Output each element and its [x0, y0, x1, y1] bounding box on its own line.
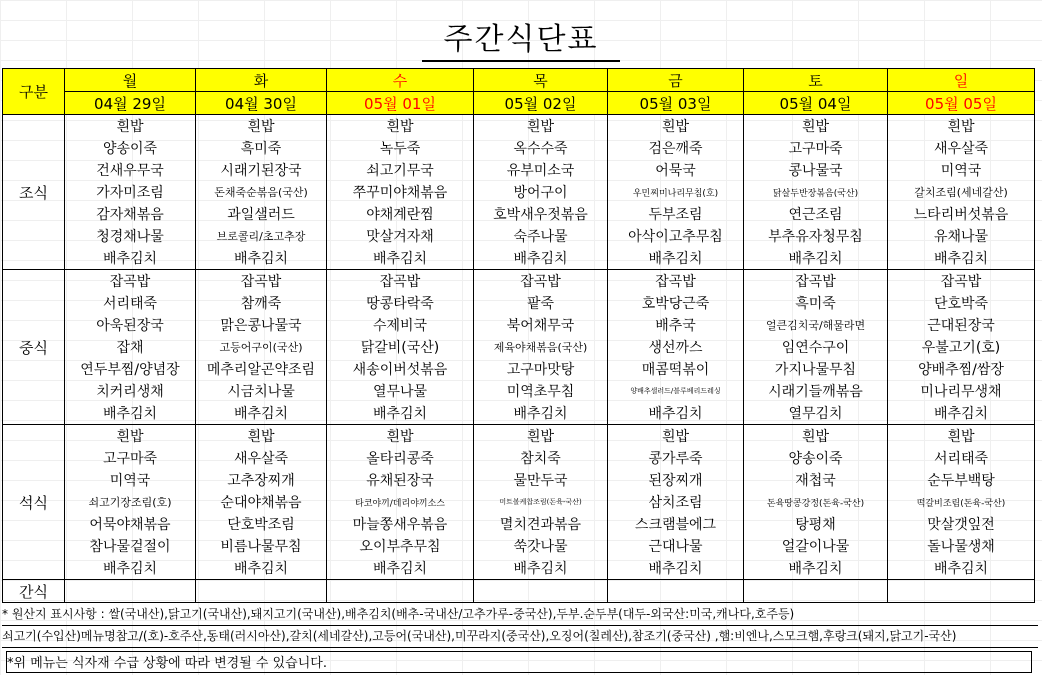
menu-item: 흰밥 — [608, 425, 744, 448]
snack-cell — [196, 580, 327, 603]
menu-item: 배추김치 — [327, 247, 474, 270]
day-header: 월 — [65, 69, 196, 92]
menu-item: 물만두국 — [474, 469, 608, 491]
menu-item: 호박당근죽 — [608, 292, 744, 314]
date-header: 05월 02일 — [474, 92, 608, 115]
day-header: 금 — [608, 69, 744, 92]
menu-item: 탕평채 — [744, 513, 888, 535]
menu-item: 잡곡밥 — [327, 270, 474, 293]
menu-item: 감자채볶음 — [65, 203, 196, 225]
date-header: 05월 05일 — [888, 92, 1035, 115]
menu-item: 멸치견과볶음 — [474, 513, 608, 535]
menu-item: 재첩국 — [744, 469, 888, 491]
menu-item: 고구마죽 — [744, 137, 888, 159]
menu-item: 잡곡밥 — [196, 270, 327, 293]
menu-item: 얼큰김치국/해물라면 — [744, 314, 888, 336]
menu-item: 참치죽 — [474, 447, 608, 469]
menu-item: 잡곡밥 — [474, 270, 608, 293]
menu-item: 흑미죽 — [196, 137, 327, 159]
menu-item: 배추김치 — [608, 247, 744, 270]
menu-item: 흰밥 — [744, 115, 888, 138]
menu-item: 양송이죽 — [65, 137, 196, 159]
menu-item: 배추김치 — [888, 247, 1035, 270]
menu-item: 배추김치 — [474, 247, 608, 270]
menu-item: 삼치조림 — [608, 491, 744, 513]
menu-item: 치커리생채 — [65, 380, 196, 402]
menu-item: 고등어구이(국산) — [196, 336, 327, 358]
menu-item: 닭살두반장볶음(국산) — [744, 181, 888, 203]
menu-item: 고구마맛탕 — [474, 358, 608, 380]
menu-item: 배추김치 — [888, 402, 1035, 425]
menu-item: 유채나물 — [888, 225, 1035, 247]
menu-item: 된장찌개 — [608, 469, 744, 491]
menu-item: 흰밥 — [888, 425, 1035, 448]
menu-item: 검은깨죽 — [608, 137, 744, 159]
menu-item: 근대된장국 — [888, 314, 1035, 336]
menu-item: 숙주나물 — [474, 225, 608, 247]
menu-item: 순대야채볶음 — [196, 491, 327, 513]
menu-item: 느타리버섯볶음 — [888, 203, 1035, 225]
menu-item: 배추김치 — [888, 557, 1035, 580]
date-header: 05월 03일 — [608, 92, 744, 115]
day-header: 화 — [196, 69, 327, 92]
menu-item: 배추김치 — [327, 557, 474, 580]
menu-item: 배추김치 — [196, 402, 327, 425]
origin-note-2: 쇠고기(수입산)메뉴명참고/(호)-호주산,동태(러시아산),갈치(세네갈산),고등어(국내산),미꾸라지(중국산),오징어(칠레산),참조기(중국산) ,햄:비엔나,스모크햄,후랑크(돼지,닭고기-국산) — [2, 627, 1038, 648]
menu-item: 고추장찌개 — [196, 469, 327, 491]
menu-item: 돌나물생채 — [888, 535, 1035, 557]
menu-item: 쭈꾸미야채볶음 — [327, 181, 474, 203]
menu-item: 쑥갓나물 — [474, 535, 608, 557]
snack-cell — [474, 580, 608, 603]
menu-item: 청경채나물 — [65, 225, 196, 247]
snack-cell — [744, 580, 888, 603]
menu-item: 미역국 — [888, 159, 1035, 181]
menu-item: 아욱된장국 — [65, 314, 196, 336]
snack-cell — [608, 580, 744, 603]
date-header: 04월 29일 — [65, 92, 196, 115]
date-header: 05월 04일 — [744, 92, 888, 115]
menu-item: 미나리무생채 — [888, 380, 1035, 402]
weekly-menu-table — [2, 68, 1035, 603]
menu-item: 열무나물 — [327, 380, 474, 402]
menu-item: 생선까스 — [608, 336, 744, 358]
page-title: 주간식단표 — [0, 14, 1042, 62]
menu-item: 배추김치 — [744, 557, 888, 580]
menu-item: 양송이죽 — [744, 447, 888, 469]
day-header: 토 — [744, 69, 888, 92]
menu-item: 얼갈이나물 — [744, 535, 888, 557]
menu-item: 배추김치 — [65, 557, 196, 580]
menu-item: 녹두죽 — [327, 137, 474, 159]
menu-item: 잡채 — [65, 336, 196, 358]
menu-item: 제육야채볶음(국산) — [474, 336, 608, 358]
menu-item: 돈육땅콩강정(돈육-국산) — [744, 491, 888, 513]
menu-item: 배추김치 — [196, 557, 327, 580]
menu-item: 맛살갯잎전 — [888, 513, 1035, 535]
menu-item: 근대나물 — [608, 535, 744, 557]
menu-item: 단호박조림 — [196, 513, 327, 535]
menu-item: 돈채죽순볶음(국산) — [196, 181, 327, 203]
menu-item: 우불고기(호) — [888, 336, 1035, 358]
menu-item: 흰밥 — [888, 115, 1035, 138]
menu-item: 흰밥 — [474, 425, 608, 448]
menu-item: 콩나물국 — [744, 159, 888, 181]
menu-item: 양배추찜/쌈장 — [888, 358, 1035, 380]
menu-item: 배추김치 — [327, 402, 474, 425]
menu-item: 순두부백탕 — [888, 469, 1035, 491]
menu-item: 오이부추무침 — [327, 535, 474, 557]
menu-item: 옥수수죽 — [474, 137, 608, 159]
menu-item: 흰밥 — [196, 425, 327, 448]
menu-item: 마늘쫑새우볶음 — [327, 513, 474, 535]
menu-item: 호박새우젓볶음 — [474, 203, 608, 225]
menu-item: 시래기된장국 — [196, 159, 327, 181]
menu-item: 어묵야채볶음 — [65, 513, 196, 535]
meal-label: 조식 — [3, 115, 65, 270]
menu-item: 매콤떡볶이 — [608, 358, 744, 380]
menu-item: 땅콩타락죽 — [327, 292, 474, 314]
snack-label: 간식 — [3, 580, 65, 603]
menu-item: 수제비국 — [327, 314, 474, 336]
menu-item: 갈치조림(세네갈산) — [888, 181, 1035, 203]
menu-item: 배추김치 — [65, 402, 196, 425]
menu-item: 새송이버섯볶음 — [327, 358, 474, 380]
menu-item: 메추리알곤약조림 — [196, 358, 327, 380]
menu-item: 열무김치 — [744, 402, 888, 425]
menu-item: 흰밥 — [65, 425, 196, 448]
origin-note-1: * 원산지 표시사항 : 쌀(국내산),닭고기(국내산),돼지고기(국내산),배추김치(배추-국내산/고추가루-중국산),두부.순두부(대두-외국산:미국,캐나다,호주등) — [2, 605, 1038, 626]
change-notice: *위 메뉴는 식자재 수급 상황에 따라 변경될 수 있습니다. — [6, 651, 1032, 673]
menu-item: 닭갈비(국산) — [327, 336, 474, 358]
menu-item: 연두부찜/양념장 — [65, 358, 196, 380]
menu-item: 떡갈비조림(돈육-국산) — [888, 491, 1035, 513]
day-header: 일 — [888, 69, 1035, 92]
menu-item: 과일샐러드 — [196, 203, 327, 225]
day-header: 목 — [474, 69, 608, 92]
menu-item: 부추유자청무침 — [744, 225, 888, 247]
menu-item: 건새우무국 — [65, 159, 196, 181]
menu-item: 방어구이 — [474, 181, 608, 203]
menu-item: 참깨죽 — [196, 292, 327, 314]
menu-item: 흰밥 — [196, 115, 327, 138]
menu-item: 야채계란찜 — [327, 203, 474, 225]
menu-item: 시래기들깨볶음 — [744, 380, 888, 402]
menu-item: 팥죽 — [474, 292, 608, 314]
menu-item: 콩가루죽 — [608, 447, 744, 469]
menu-item: 우민찌미나리무침(호) — [608, 181, 744, 203]
menu-item: 타코야끼/데리야끼소스 — [327, 491, 474, 513]
menu-item: 쇠고기무국 — [327, 159, 474, 181]
menu-item: 단호박죽 — [888, 292, 1035, 314]
menu-item: 쇠고기장조림(호) — [65, 491, 196, 513]
menu-item: 새우살죽 — [888, 137, 1035, 159]
menu-item: 비름나물무침 — [196, 535, 327, 557]
menu-item: 참나물겉절이 — [65, 535, 196, 557]
menu-item: 배추김치 — [474, 557, 608, 580]
menu-item: 흰밥 — [65, 115, 196, 138]
date-header: 05월 01일 — [327, 92, 474, 115]
menu-item: 아삭이고추무침 — [608, 225, 744, 247]
menu-item: 시금치나물 — [196, 380, 327, 402]
meal-label: 중식 — [3, 270, 65, 425]
menu-item: 브로콜리/초고추장 — [196, 225, 327, 247]
menu-item: 흰밥 — [608, 115, 744, 138]
menu-item: 배추국 — [608, 314, 744, 336]
menu-item: 연근조림 — [744, 203, 888, 225]
menu-item: 미역국 — [65, 469, 196, 491]
menu-item: 어묵국 — [608, 159, 744, 181]
menu-item: 맑은콩나물국 — [196, 314, 327, 336]
menu-item: 양배추샐러드/블루베리드레싱 — [608, 380, 744, 402]
day-header: 수 — [327, 69, 474, 92]
menu-item: 새우살죽 — [196, 447, 327, 469]
menu-item: 서리태죽 — [65, 292, 196, 314]
menu-item: 가지나물무침 — [744, 358, 888, 380]
menu-item: 임연수구이 — [744, 336, 888, 358]
menu-item: 배추김치 — [608, 402, 744, 425]
menu-item: 미트볼케찹조림(돈육-국산) — [474, 491, 608, 513]
category-header: 구분 — [3, 69, 65, 115]
menu-item: 북어채무국 — [474, 314, 608, 336]
menu-item: 흰밥 — [327, 425, 474, 448]
menu-item: 흰밥 — [474, 115, 608, 138]
menu-item: 흰밥 — [744, 425, 888, 448]
menu-item: 서리태죽 — [888, 447, 1035, 469]
menu-item: 배추김치 — [65, 247, 196, 270]
menu-item: 잡곡밥 — [608, 270, 744, 293]
menu-item: 유채된장국 — [327, 469, 474, 491]
menu-item: 올타리콩죽 — [327, 447, 474, 469]
menu-item: 잡곡밥 — [888, 270, 1035, 293]
menu-item: 배추김치 — [196, 247, 327, 270]
menu-item: 배추김치 — [744, 247, 888, 270]
menu-item: 두부조림 — [608, 203, 744, 225]
menu-item: 가자미조림 — [65, 181, 196, 203]
menu-item: 잡곡밥 — [65, 270, 196, 293]
menu-item: 흰밥 — [327, 115, 474, 138]
menu-item: 배추김치 — [474, 402, 608, 425]
snack-cell — [327, 580, 474, 603]
menu-item: 잡곡밥 — [744, 270, 888, 293]
menu-item: 맛살겨자채 — [327, 225, 474, 247]
snack-cell — [65, 580, 196, 603]
menu-item: 스크램블에그 — [608, 513, 744, 535]
meal-label: 석식 — [3, 425, 65, 580]
menu-item: 고구마죽 — [65, 447, 196, 469]
menu-item: 배추김치 — [608, 557, 744, 580]
menu-item: 흑미죽 — [744, 292, 888, 314]
menu-item: 미역초무침 — [474, 380, 608, 402]
snack-cell — [888, 580, 1035, 603]
date-header: 04월 30일 — [196, 92, 327, 115]
menu-item: 유부미소국 — [474, 159, 608, 181]
